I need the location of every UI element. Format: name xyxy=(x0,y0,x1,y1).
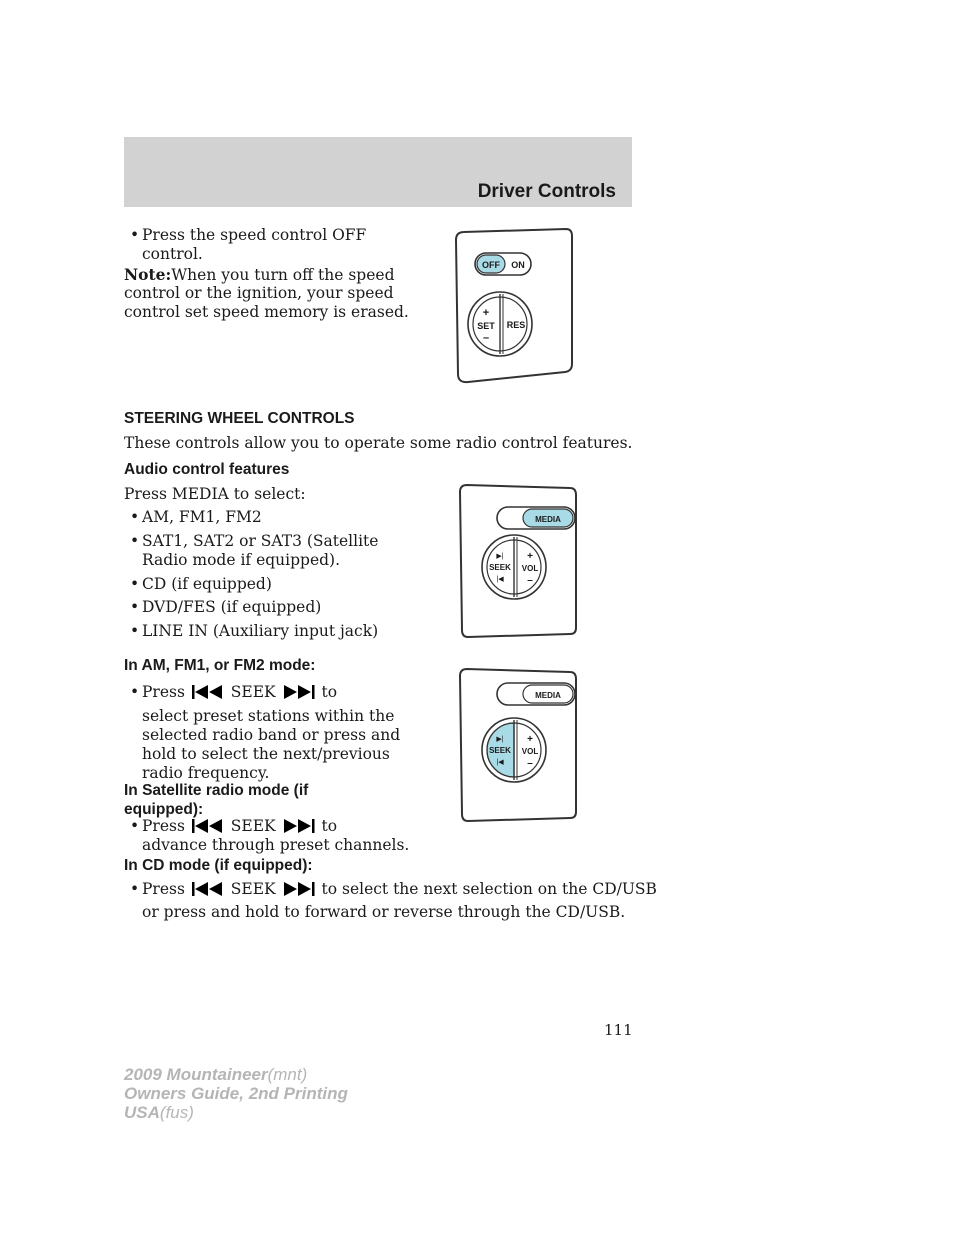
media-item: LINE IN (Auxiliary input jack) xyxy=(142,622,379,640)
am-press-line xyxy=(142,683,337,702)
bullet-marker: • xyxy=(130,622,140,640)
audio-heading: Audio control features xyxy=(124,461,290,478)
seek-forward-icon xyxy=(281,819,317,833)
note-label: Note: xyxy=(124,265,172,284)
seek-up-icon: ▶| xyxy=(496,553,504,560)
vol-plus: + xyxy=(527,734,533,745)
media-label: MEDIA xyxy=(535,691,561,700)
seek-back-icon xyxy=(190,685,226,699)
note-line-2: control or the ignition, your speed xyxy=(124,284,394,302)
footer-region: USA xyxy=(124,1103,160,1122)
note-line-1 xyxy=(124,265,395,285)
am-line-3: selected radio band or press and xyxy=(142,726,401,744)
seek-text: SEEK xyxy=(230,683,276,701)
seek-down-icon: |◀ xyxy=(496,759,504,766)
press-text: Press xyxy=(142,880,185,898)
media-item: SAT1, SAT2 or SAT3 (Satellite xyxy=(142,532,379,550)
media-item: CD (if equipped) xyxy=(142,575,272,593)
media-label: MEDIA xyxy=(535,515,561,524)
media-item: DVD/FES (if equipped) xyxy=(142,598,322,616)
press-text: Press xyxy=(142,817,185,835)
note-line-3: control set speed memory is erased. xyxy=(124,303,409,321)
header-band xyxy=(124,137,632,207)
set-plus: + xyxy=(482,307,490,319)
page-number: 111 xyxy=(604,1021,633,1039)
speed-off-bullet: Press the speed control OFF xyxy=(142,226,367,244)
set-minus: – xyxy=(482,332,490,344)
steering-intro: These controls allow you to operate some radio control features. xyxy=(124,434,633,452)
to-text: to xyxy=(321,817,338,835)
seek-up-icon: ▶| xyxy=(496,736,504,743)
am-line-2: select preset stations within the xyxy=(142,707,395,725)
bullet-marker: • xyxy=(130,575,140,593)
off-label: OFF xyxy=(482,260,500,270)
footer-line-2: Owners Guide, 2nd Printing xyxy=(124,1084,348,1103)
set-label: SET xyxy=(477,321,495,331)
seek-back-icon xyxy=(190,819,226,833)
am-line-5: radio frequency. xyxy=(142,764,270,782)
cd-mode-heading: In CD mode (if equipped): xyxy=(124,857,313,874)
bullet-marker: • xyxy=(130,880,140,898)
res-label: RES xyxy=(506,320,526,330)
cd-press-line xyxy=(142,880,657,899)
seek-forward-icon xyxy=(281,685,317,699)
seek-label: SEEK xyxy=(489,746,511,755)
section-title: Driver Controls xyxy=(477,181,616,202)
footer-line-3 xyxy=(124,1103,194,1122)
bullet-marker: • xyxy=(130,817,140,835)
speed-control-panel-figure xyxy=(448,224,578,388)
bullet-marker: • xyxy=(130,508,140,526)
seek-forward-icon xyxy=(281,882,317,896)
steering-heading: STEERING WHEEL CONTROLS xyxy=(124,410,355,427)
seek-panel-figure xyxy=(452,664,582,824)
bullet-marker: • xyxy=(130,683,140,701)
am-line-4: hold to select the next/previous xyxy=(142,745,390,763)
to-text: to xyxy=(321,683,338,701)
bullet-marker: • xyxy=(130,226,140,244)
seek-label: SEEK xyxy=(489,563,511,572)
seek-text: SEEK xyxy=(230,817,276,835)
footer-model-code: (mnt) xyxy=(267,1065,308,1084)
footer-model: 2009 Mountaineer xyxy=(124,1065,268,1084)
vol-label: VOL xyxy=(521,747,539,756)
am-mode-heading: In AM, FM1, or FM2 mode: xyxy=(124,657,316,674)
press-media: Press MEDIA to select: xyxy=(124,485,306,503)
vol-minus: – xyxy=(527,758,533,769)
note-text-1: When you turn off the speed xyxy=(171,266,395,284)
bullet-marker: • xyxy=(130,598,140,616)
cd-rest-text: to select the next selection on the CD/USB xyxy=(321,880,657,898)
sat-line-2: advance through preset channels. xyxy=(142,836,410,854)
vol-label: VOL xyxy=(521,564,539,573)
on-label: ON xyxy=(511,260,525,270)
vol-minus: – xyxy=(527,575,533,586)
cd-line-2: or press and hold to forward or reverse through the CD/USB. xyxy=(142,903,626,921)
media-panel-figure xyxy=(452,480,582,640)
seek-down-icon: |◀ xyxy=(496,576,504,583)
sat-mode-heading-2: equipped): xyxy=(124,801,204,818)
footer-region-code: (fus) xyxy=(159,1103,194,1122)
media-item: AM, FM1, FM2 xyxy=(142,508,262,526)
seek-text: SEEK xyxy=(230,880,276,898)
vol-plus: + xyxy=(527,551,533,562)
footer-line-1 xyxy=(124,1065,307,1084)
press-text: Press xyxy=(142,683,185,701)
media-item: Radio mode if equipped). xyxy=(142,551,341,569)
seek-back-icon xyxy=(190,882,226,896)
sat-mode-heading-1: In Satellite radio mode (if xyxy=(124,782,309,799)
sat-press-line xyxy=(142,817,337,836)
bullet-marker: • xyxy=(130,532,140,550)
speed-off-bullet-cont: control. xyxy=(142,245,203,263)
